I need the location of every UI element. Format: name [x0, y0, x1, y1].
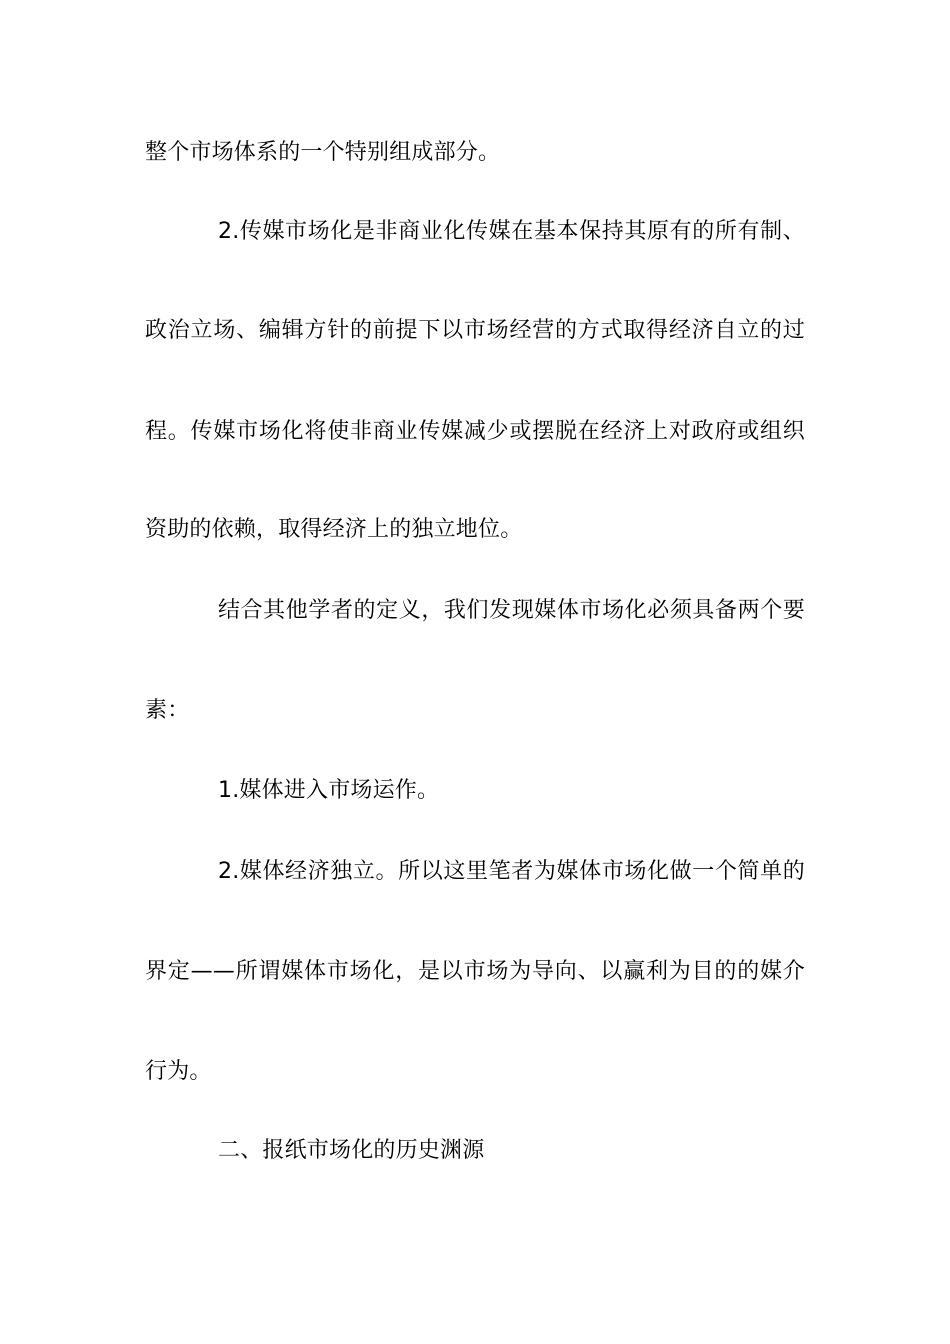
paragraph-line: 结合其他学者的定义，我们发现媒体市场化必须具备两个要	[218, 598, 805, 623]
paragraph-line: 2.媒体经济独立。所以这里笔者为媒体市场化做一个简单的	[218, 859, 805, 884]
paragraph-line: 行为。	[145, 1059, 212, 1084]
section-heading: 二、报纸市场化的历史渊源	[218, 1138, 485, 1163]
paragraph-line: 2.传媒市场化是非商业化传媒在基本保持其原有的所有制、	[218, 219, 805, 244]
paragraph-line: 素：	[145, 698, 190, 723]
paragraph-line: 资助的依赖，取得经济上的独立地位。	[145, 517, 523, 542]
paragraph-line: 程。传媒市场化将使非商业传媒减少或摆脱在经济上对政府或组织	[145, 419, 805, 444]
list-item: 1.媒体进入市场运作。	[218, 778, 440, 803]
paragraph-line: 政治立场、编辑方针的前提下以市场经营的方式取得经济自立的过	[145, 318, 805, 343]
paragraph-line: 整个市场体系的一个特别组成部分。	[145, 140, 501, 165]
paragraph-line: 界定——所谓媒体市场化，是以市场为导向、以赢利为目的的媒介	[145, 959, 805, 984]
